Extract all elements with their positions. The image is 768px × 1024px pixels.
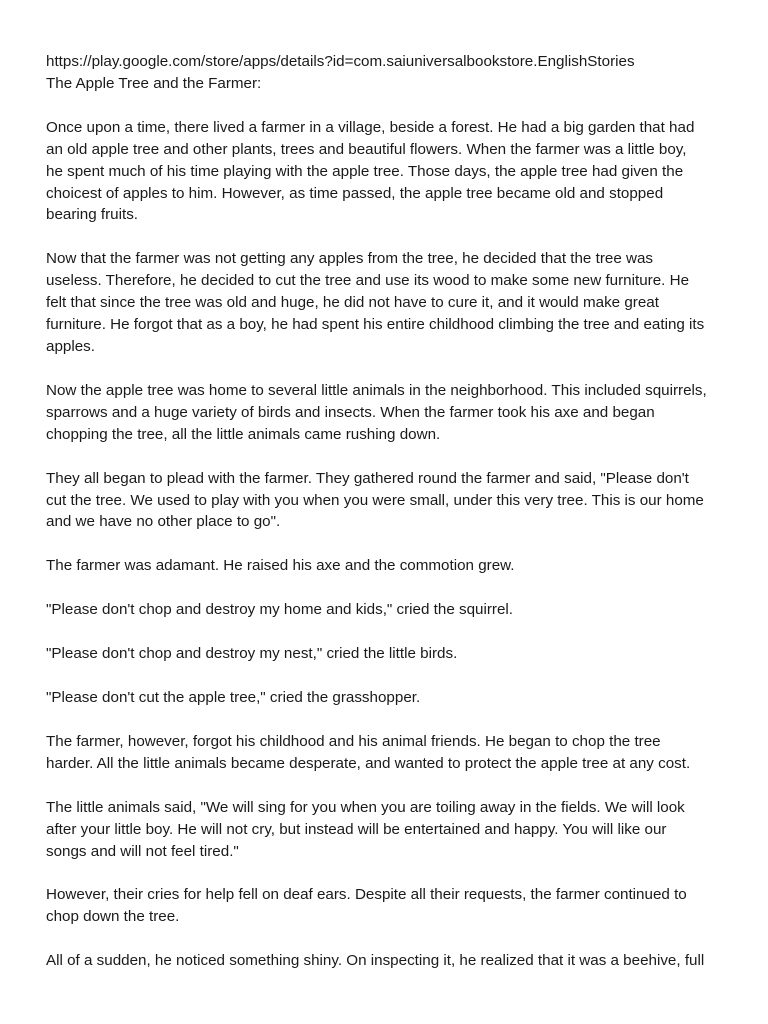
paragraph-line: and we have no other place to go".	[46, 513, 281, 531]
paragraph-line: They all began to plead with the farmer. They gathered round the farmer and said, "Please don't	[46, 469, 689, 487]
story-paragraph	[46, 797, 728, 863]
story-paragraph	[46, 380, 728, 446]
paragraph-line: furniture. He forgot that as a boy, he had spent his entire childhood climbing the tree and eating its	[46, 316, 705, 334]
spacer	[46, 95, 728, 117]
paragraph-line: after your little boy. He will not cry, but instead will be entertained and happy. You will like our	[46, 820, 667, 838]
paragraph-line: chop down the tree.	[46, 908, 180, 926]
paragraph-line: useless. Therefore, he decided to cut the tree and use its wood to make some new furniture. He	[46, 272, 690, 290]
paragraph-line: apples.	[46, 337, 95, 355]
paragraph-line: All of a sudden, he noticed something shiny. On inspecting it, he realized that it was a beehive, full	[46, 952, 705, 970]
story-paragraph	[46, 950, 728, 972]
paragraph-line: "Please don't cut the apple tree," cried the grasshopper.	[46, 689, 421, 707]
paragraph-line: cut the tree. We used to play with you when you were small, under this very tree. This is our home	[46, 491, 704, 509]
paragraph-line: he spent much of his time playing with the apple tree. Those days, the apple tree had given the	[46, 162, 684, 180]
story-paragraph	[46, 117, 728, 227]
story-paragraph	[46, 731, 728, 775]
paragraph-line: Now the apple tree was home to several little animals in the neighborhood. This included squirrels,	[46, 381, 707, 399]
paragraph-line: "Please don't chop and destroy my nest," cried the little birds.	[46, 645, 458, 663]
paragraph-line: Once upon a time, there lived a farmer in a village, beside a forest. He had a big garden that had	[46, 118, 695, 136]
source-url[interactable]: https://play.google.com/store/apps/details?id=com.saiuniversalbookstore.EnglishStories	[46, 53, 635, 70]
story-paragraph	[46, 884, 728, 928]
paragraph-line: "Please don't chop and destroy my home and kids," cried the squirrel.	[46, 601, 514, 619]
paragraph-line: sparrows and a huge variety of birds and insects. When the farmer took his axe and began	[46, 403, 655, 421]
paragraph-line: harder. All the little animals became desperate, and wanted to protect the apple tree at any cost.	[46, 754, 691, 772]
paragraph-line: chopping the tree, all the little animals came rushing down.	[46, 425, 441, 443]
paragraph-line: bearing fruits.	[46, 206, 139, 224]
paragraph-line: The farmer was adamant. He raised his axe and the commotion grew.	[46, 557, 515, 575]
story-paragraph	[46, 555, 728, 577]
story-paragraph	[46, 599, 728, 621]
story-paragraph	[46, 248, 728, 358]
story-paragraph	[46, 643, 728, 665]
paragraph-line: an old apple tree and other plants, trees and beautiful flowers. When the farmer was a little boy,	[46, 140, 687, 158]
story-paragraph	[46, 468, 728, 534]
story-paragraph	[46, 687, 728, 709]
paragraph-line: felt that since the tree was old and huge, he did not have to cure it, and it would make great	[46, 294, 659, 312]
paragraph-line: The farmer, however, forgot his childhood and his animal friends. He began to chop the tree	[46, 732, 661, 750]
story-body	[46, 117, 728, 972]
paragraph-line: songs and will not feel tired."	[46, 842, 239, 860]
paragraph-line: The little animals said, "We will sing for you when you are toiling away in the fields. We will look	[46, 798, 685, 816]
paragraph-line: choicest of apples to him. However, as time passed, the apple tree became old and stopped	[46, 184, 664, 202]
story-title: The Apple Tree and the Farmer:	[46, 74, 262, 92]
paragraph-line: However, their cries for help fell on deaf ears. Despite all their requests, the farmer continued to	[46, 886, 687, 904]
paragraph-line: Now that the farmer was not getting any apples from the tree, he decided that the tree was	[46, 250, 653, 268]
